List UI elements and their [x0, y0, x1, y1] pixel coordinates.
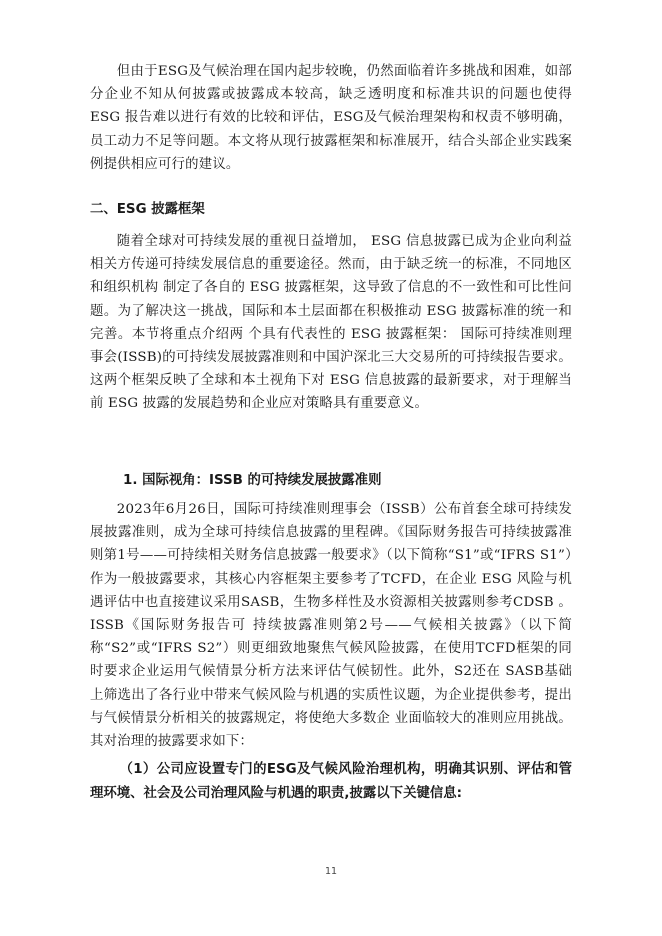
subsection-heading: 1. 国际视角：ISSB 的可持续发展披露准则 — [123, 473, 382, 488]
section-heading: 二、ESG 披露框架 — [90, 202, 205, 217]
requirement-paragraph: （1）公司应设置专门的ESG及气候风险治理机构，明确其识别、评估和管理环境、社会及公司治理风险与机遇的职责,披露以下关键信息: — [90, 762, 572, 801]
issb-paragraph: 2023年6月26日，国际可持续准则理事会（ISSB）公布首套全球可持续发展披露准则，成为全球可持续信息披露的里程碑。《国际财务报告可持续披露准则第1号——可持续相关财务信息披露一般要求》（以下简称“S1”或“IFRS S1”）作为一般披露要求，其核心内容框架主要参考了TCFD，在企业 ESG 风险与机遇评估中也直接建议采用SASB，生物多样性及水资源相关披露则参考CDSB 。 ISSB《国际财务报告可 持续披露准则第2号——气候相关披露》（以下简称“S2”或“IFRS S2”）则更细致地聚焦气候风险披露，在使用TCFD框架的同时要求企业运用气候情景分析方法来评估气候韧性。此外，S2还在 SASB基础上筛选出了各行业中带来气候风险与机遇的实质性议题，为企业提供参考，提出与气候情景分析相关的披露规定，将使绝大多数企 业面临较大的准则应用挑战。其对治理的披露要求如下： — [90, 502, 572, 750]
intro-paragraph: 但由于ESG及气候治理在国内起步较晚，仍然面临着许多挑战和困难，如部分企业不知从何披露或披露成本较高，缺乏透明度和标准共识的问题也使得 ESG 报告难以进行有效的比较和评估，ESG及气候治理架构和权责不够明确，员工动力不足等问题。本文将从现行披露框架和标准展开，结合头部企业实践案例提供相应可行的建议。 — [90, 64, 572, 172]
section-paragraph: 随着全球对可持续发展的重视日益增加， ESG 信息披露已成为企业向利益相关方传递可持续发展信息的重要途径。然而，由于缺乏统一的标准，不同地区和组织机构 制定了各自的 ESG 披露框架，这导致了信息的不一致性和可比性问题。为了解决这一挑战，国际和本土层面都在积极推动 ESG 披露标准的统一和完善。本节将重点介绍两 个具有代表性的 ESG 披露框架： 国际可持续准则理事会(ISSB)的可持续发展披露准则和中国沪深北三大交易所的可持续报告要求。这两个框架反映了全球和本土视角下对 ESG 信息披露的最新要求，对于理解当前 ESG 披露的发展趋势和企业应对策略具有重要意义。 — [90, 234, 572, 412]
page-number: 11 — [324, 866, 338, 877]
